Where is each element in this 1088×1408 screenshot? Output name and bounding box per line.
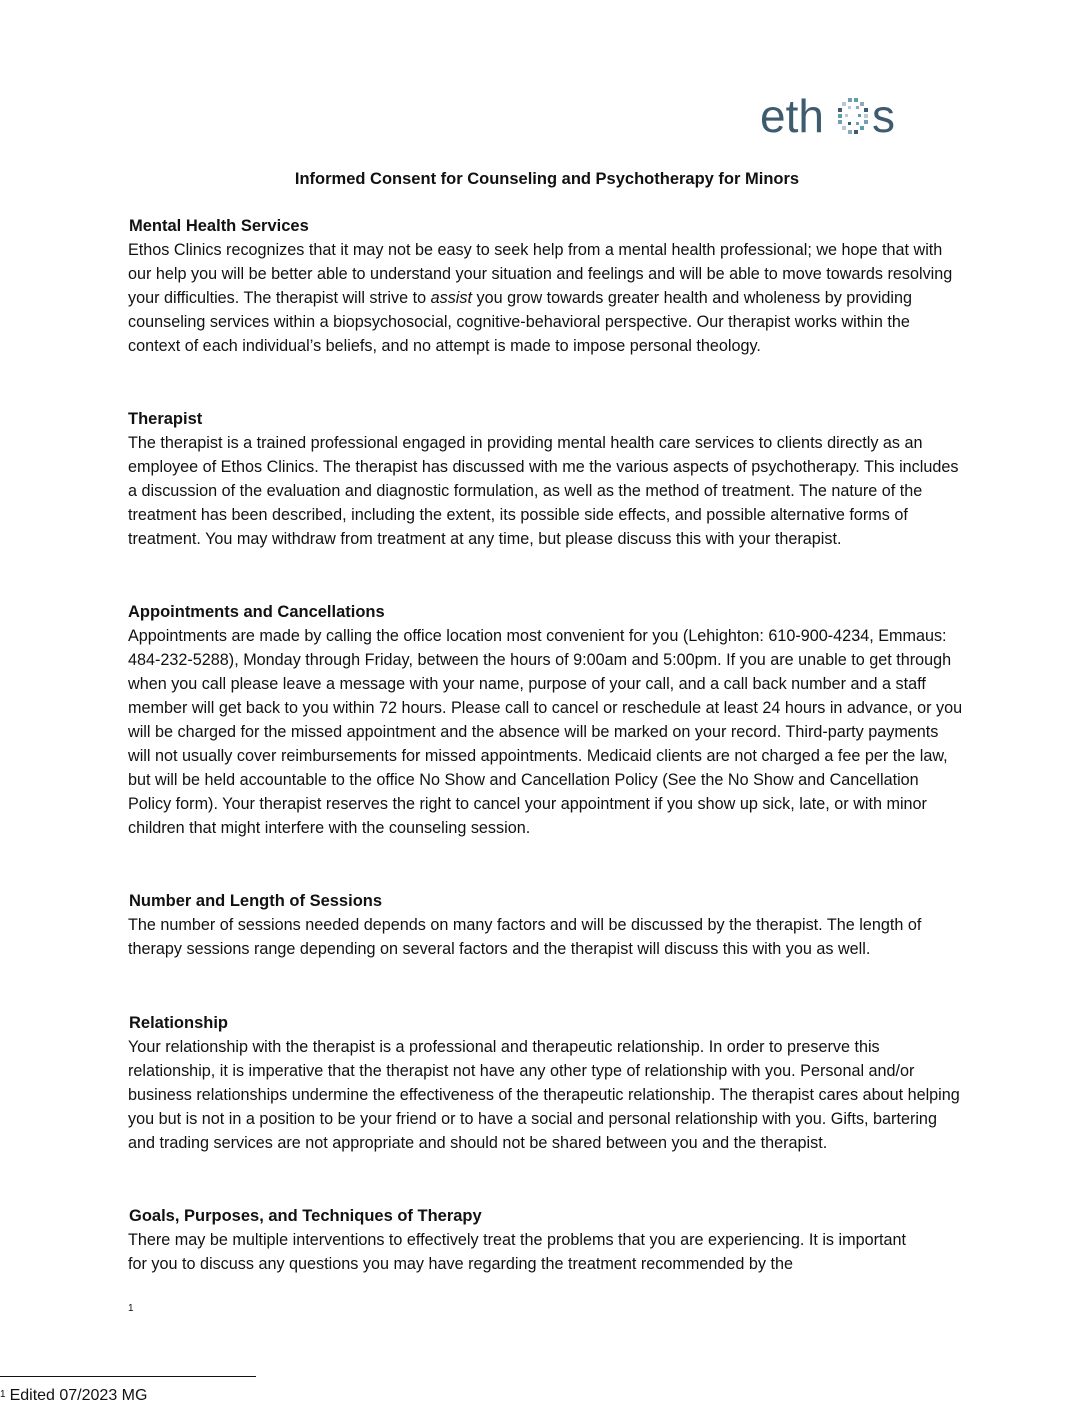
logo-dot-ring [838, 98, 868, 134]
section-heading: Number and Length of Sessions [129, 892, 383, 910]
footnote-marker: 1 [0, 1389, 6, 1400]
section-heading: Mental Health Services [129, 217, 309, 235]
section-mental-health-services [128, 214, 964, 358]
section-therapist [128, 407, 964, 551]
section-body: Your relationship with the therapist is a professional and therapeutic relationship. In order to preserve this relationship, it is imperative that the therapist not have any other type of relationship with you. Personal and/or business relationships undermine the effectiveness of the therapeutic relationship. The therapist cares about helping you but is not in a position to be your friend or to have a social and personal relationship with you. Gifts, bartering and trading services are not appropriate and should not be shared between you and the therapist. [128, 1038, 960, 1152]
ethos-logo [760, 92, 920, 140]
section-appointments-cancellations [128, 600, 964, 840]
footnote-text: Edited 07/2023 MG [9, 1387, 148, 1404]
section-heading: Goals, Purposes, and Techniques of Therapy [129, 1207, 482, 1225]
body-text: Ethos Clinics recognizes that it may not be easy to seek help from a mental health professional; we hope that with our help you will be better able to understand your situation and feelings and will be able to move towards resolving your difficulties. The therapist will strive to [128, 241, 953, 307]
body-text: you grow towards greater health and wholeness by providing counseling services within a biopsychosocial, cognitive-behavioral perspective. Our therapist works within the context of each individual’s beliefs, and no attempt is made to impose personal theology. [128, 289, 913, 355]
section-body: There may be multiple interventions to effectively treat the problems that you are experiencing. It is important for you to discuss any questions you may have regarding the treatment recommended by the [128, 1231, 906, 1273]
ethos-logo-svg [760, 92, 920, 140]
section-number-length-sessions [128, 889, 964, 961]
section-heading: Relationship [129, 1014, 229, 1032]
footnote [0, 1386, 147, 1406]
footnote-reference-mark: 1 [128, 1303, 134, 1314]
section-body [128, 238, 964, 358]
section-heading: Appointments and Cancellations [128, 603, 385, 621]
section-goals-purposes-techniques [128, 1204, 928, 1276]
section-body: The number of sessions needed depends on many factors and will be discussed by the therapist. The length of therapy sessions range depending on several factors and the therapist will discuss this with you as well. [128, 916, 922, 958]
section-body: The therapist is a trained professional engaged in providing mental health care services to clients directly as an employee of Ethos Clinics. The therapist has discussed with me the various aspects of psychotherapy. This includes a discussion of the evaluation and diagnostic formulation, as well as the method of treatment. The nature of the treatment has been described, including the extent, its possible side effects, and possible alternative forms of treatment. You may withdraw from treatment at any time, but please discuss this with your therapist. [128, 434, 959, 548]
section-body: Appointments are made by calling the office location most convenient for you (Lehighton: 610-900-4234, Emmaus: 484-232-5288), Monday through Friday, between the hours of 9:00am and 5:00pm. If you are unable to get through when you call please leave a message with your name, purpose of your call, and a call back number and a staff member will get back to you within 72 hours. Please call to cancel or reschedule at least 24 hours in advance, or you will be charged for the missed appointment and the absence will be marked on your record. Third-party payments will not usually cover reimbursements for missed appointments. Medicaid clients are not charged a fee per the law, but will be held accountable to the office No Show and Cancellation Policy (See the No Show and Cancellation Policy form). Your therapist reserves the right to cancel your appointment if you show up sick, late, or with minor children that might interfere with the counseling session. [128, 627, 963, 837]
logo-text-s: s [872, 92, 895, 140]
section-relationship [128, 1011, 964, 1155]
section-heading: Therapist [128, 410, 203, 428]
body-emphasis: assist [430, 289, 472, 307]
document-title: Informed Consent for Counseling and Psychotherapy for Minors [294, 170, 800, 188]
logo-text-eth: eth [760, 92, 824, 140]
footnote-separator [0, 1376, 256, 1377]
